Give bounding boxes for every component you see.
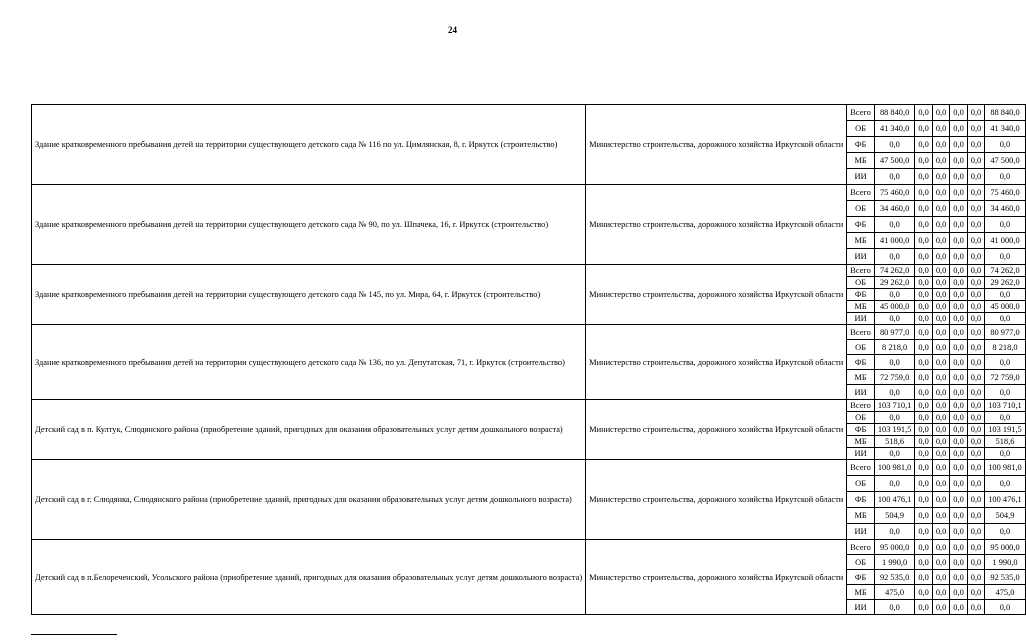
amount-cell: 0,0	[967, 301, 984, 313]
amount-cell: 0,0	[932, 385, 949, 400]
total-value-cell: 0,0	[985, 355, 1026, 370]
amount-cell: 103 191,5	[874, 424, 915, 436]
amount-cell: 0,0	[967, 460, 984, 476]
amount-cell: 0,0	[915, 249, 932, 265]
amount-cell: 0,0	[915, 508, 932, 524]
amount-cell: 0,0	[915, 370, 932, 385]
page-number: 24	[448, 25, 457, 35]
amount-cell: 0,0	[932, 508, 949, 524]
amount-cell: 0,0	[932, 217, 949, 233]
amount-cell: 475,0	[874, 585, 915, 600]
amount-cell: 0,0	[967, 385, 984, 400]
amount-cell: 0,0	[932, 476, 949, 492]
amount-cell: 45 000,0	[874, 301, 915, 313]
amount-cell: 0,0	[950, 153, 967, 169]
funding-source: ФБ	[847, 355, 875, 370]
amount-cell: 103 710,1	[874, 400, 915, 412]
amount-cell: 0,0	[932, 153, 949, 169]
funding-source: ФБ	[847, 424, 875, 436]
amount-cell: 8 218,0	[874, 340, 915, 355]
funding-source: МБ	[847, 370, 875, 385]
funding-source: ФБ	[847, 289, 875, 301]
total-value-cell: 100 476,1	[985, 492, 1026, 508]
amount-cell: 0,0	[967, 217, 984, 233]
responsible-organization: Министерство строительства, дорожного хозяйства Иркутской области	[586, 540, 847, 615]
amount-cell: 0,0	[950, 313, 967, 325]
amount-cell: 0,0	[967, 555, 984, 570]
amount-cell: 0,0	[874, 524, 915, 540]
total-value-cell: 0,0	[985, 524, 1026, 540]
total-value-cell: 0,0	[985, 217, 1026, 233]
amount-cell: 0,0	[950, 301, 967, 313]
amount-cell: 0,0	[967, 424, 984, 436]
amount-cell: 0,0	[915, 233, 932, 249]
table-row	[32, 325, 1026, 340]
funding-source: ИИ	[847, 524, 875, 540]
amount-cell: 0,0	[915, 424, 932, 436]
project-description: Здание кратковременного пребывания детей на территории существующего детского сада № 90, по ул. Шпачека, 16, г. Иркутск (строительство)	[32, 185, 586, 265]
amount-cell: 0,0	[874, 137, 915, 153]
funding-source: МБ	[847, 153, 875, 169]
amount-cell: 0,0	[967, 105, 984, 121]
project-description: Здание кратковременного пребывания детей на территории существующего детского сада № 116 по ул. Цимлянская, 8, г. Иркутск (строительство)	[32, 105, 586, 185]
table-row	[32, 265, 1026, 277]
funding-source: Всего	[847, 460, 875, 476]
amount-cell: 0,0	[932, 325, 949, 340]
amount-cell: 0,0	[967, 370, 984, 385]
amount-cell: 0,0	[874, 385, 915, 400]
total-value-cell: 74 262,0	[985, 265, 1026, 277]
responsible-organization: Министерство строительства, дорожного хозяйства Иркутской области	[586, 185, 847, 265]
amount-cell: 0,0	[932, 492, 949, 508]
amount-cell: 0,0	[915, 555, 932, 570]
table-row	[32, 185, 1026, 201]
amount-cell: 0,0	[950, 265, 967, 277]
amount-cell: 0,0	[967, 121, 984, 137]
amount-cell: 0,0	[932, 424, 949, 436]
funding-source: МБ	[847, 301, 875, 313]
amount-cell: 0,0	[950, 476, 967, 492]
funding-source: Всего	[847, 265, 875, 277]
amount-cell: 0,0	[950, 570, 967, 585]
project-description: Здание кратковременного пребывания детей на территории существующего детского сада № 145, по ул. Мира, 64, г. Иркутск (строительство)	[32, 265, 586, 325]
funding-source: МБ	[847, 436, 875, 448]
amount-cell: 0,0	[932, 277, 949, 289]
amount-cell: 0,0	[967, 400, 984, 412]
amount-cell: 0,0	[967, 265, 984, 277]
amount-cell: 0,0	[932, 185, 949, 201]
amount-cell: 0,0	[932, 137, 949, 153]
amount-cell: 0,0	[874, 169, 915, 185]
amount-cell: 0,0	[932, 524, 949, 540]
amount-cell: 0,0	[932, 460, 949, 476]
responsible-organization: Министерство строительства, дорожного хозяйства Иркутской области	[586, 325, 847, 400]
amount-cell: 0,0	[950, 585, 967, 600]
amount-cell: 504,9	[874, 508, 915, 524]
amount-cell: 0,0	[874, 313, 915, 325]
project-description: Здание кратковременного пребывания детей на территории существующего детского сада № 136, по ул. Депутатская, 71, г. Иркутск (строительство)	[32, 325, 586, 400]
amount-cell: 0,0	[967, 476, 984, 492]
amount-cell: 95 000,0	[874, 540, 915, 555]
amount-cell: 0,0	[967, 524, 984, 540]
total-value-cell: 0,0	[985, 313, 1026, 325]
table-row	[32, 540, 1026, 555]
amount-cell: 0,0	[967, 201, 984, 217]
amount-cell: 0,0	[932, 585, 949, 600]
amount-cell: 80 977,0	[874, 325, 915, 340]
amount-cell: 0,0	[967, 169, 984, 185]
amount-cell: 0,0	[915, 448, 932, 460]
amount-cell: 0,0	[932, 600, 949, 615]
funding-source: ФБ	[847, 492, 875, 508]
amount-cell: 74 262,0	[874, 265, 915, 277]
amount-cell: 0,0	[915, 340, 932, 355]
amount-cell: 100 476,1	[874, 492, 915, 508]
funding-source: ИИ	[847, 313, 875, 325]
amount-cell: 0,0	[950, 249, 967, 265]
total-value-cell: 0,0	[985, 385, 1026, 400]
total-value-cell: 8 218,0	[985, 340, 1026, 355]
funding-source: Всего	[847, 325, 875, 340]
amount-cell: 0,0	[967, 600, 984, 615]
amount-cell: 0,0	[950, 233, 967, 249]
amount-cell: 0,0	[950, 460, 967, 476]
amount-cell: 0,0	[950, 508, 967, 524]
amount-cell: 0,0	[932, 265, 949, 277]
amount-cell: 0,0	[950, 325, 967, 340]
amount-cell: 0,0	[915, 400, 932, 412]
amount-cell: 0,0	[932, 313, 949, 325]
amount-cell: 0,0	[915, 105, 932, 121]
amount-cell: 0,0	[915, 385, 932, 400]
amount-cell: 0,0	[967, 340, 984, 355]
funding-source: МБ	[847, 508, 875, 524]
amount-cell: 41 000,0	[874, 233, 915, 249]
funding-source: ОБ	[847, 340, 875, 355]
funding-source: ФБ	[847, 570, 875, 585]
amount-cell: 0,0	[950, 448, 967, 460]
amount-cell: 0,0	[915, 476, 932, 492]
amount-cell: 0,0	[874, 217, 915, 233]
amount-cell: 0,0	[932, 105, 949, 121]
amount-cell: 0,0	[932, 201, 949, 217]
amount-cell: 0,0	[915, 412, 932, 424]
amount-cell: 92 535,0	[874, 570, 915, 585]
amount-cell: 0,0	[915, 121, 932, 137]
amount-cell: 0,0	[950, 385, 967, 400]
amount-cell: 0,0	[915, 436, 932, 448]
amount-cell: 0,0	[967, 355, 984, 370]
amount-cell: 0,0	[932, 555, 949, 570]
amount-cell: 0,0	[967, 492, 984, 508]
amount-cell: 0,0	[950, 412, 967, 424]
amount-cell: 41 340,0	[874, 121, 915, 137]
amount-cell: 0,0	[915, 153, 932, 169]
total-value-cell: 518,6	[985, 436, 1026, 448]
amount-cell: 0,0	[967, 412, 984, 424]
amount-cell: 0,0	[950, 540, 967, 555]
amount-cell: 0,0	[874, 249, 915, 265]
total-value-cell: 1 990,0	[985, 555, 1026, 570]
table-row	[32, 460, 1026, 476]
total-value-cell: 72 759,0	[985, 370, 1026, 385]
amount-cell: 0,0	[932, 436, 949, 448]
amount-cell: 0,0	[874, 412, 915, 424]
amount-cell: 47 500,0	[874, 153, 915, 169]
total-value-cell: 0,0	[985, 600, 1026, 615]
amount-cell: 72 759,0	[874, 370, 915, 385]
amount-cell: 34 460,0	[874, 201, 915, 217]
amount-cell: 0,0	[932, 340, 949, 355]
amount-cell: 0,0	[874, 448, 915, 460]
amount-cell: 0,0	[874, 355, 915, 370]
funding-source: ФБ	[847, 137, 875, 153]
total-value-cell: 0,0	[985, 169, 1026, 185]
amount-cell: 88 840,0	[874, 105, 915, 121]
total-value-cell: 0,0	[985, 249, 1026, 265]
funding-source: ИИ	[847, 448, 875, 460]
amount-cell: 0,0	[950, 185, 967, 201]
responsible-organization: Министерство строительства, дорожного хозяйства Иркутской области	[586, 105, 847, 185]
amount-cell: 0,0	[915, 201, 932, 217]
total-value-cell: 34 460,0	[985, 201, 1026, 217]
amount-cell: 0,0	[967, 540, 984, 555]
amount-cell: 0,0	[915, 600, 932, 615]
amount-cell: 0,0	[967, 249, 984, 265]
funding-source: ОБ	[847, 121, 875, 137]
responsible-organization: Министерство строительства, дорожного хозяйства Иркутской области	[586, 460, 847, 540]
amount-cell: 0,0	[950, 424, 967, 436]
amount-cell: 0,0	[967, 508, 984, 524]
budget-table	[31, 104, 1026, 615]
responsible-organization: Министерство строительства, дорожного хозяйства Иркутской области	[586, 400, 847, 460]
amount-cell: 0,0	[932, 355, 949, 370]
amount-cell: 0,0	[915, 524, 932, 540]
total-value-cell: 45 000,0	[985, 301, 1026, 313]
amount-cell: 0,0	[950, 201, 967, 217]
total-value-cell: 0,0	[985, 476, 1026, 492]
amount-cell: 0,0	[950, 105, 967, 121]
funding-source: Всего	[847, 540, 875, 555]
amount-cell: 0,0	[932, 370, 949, 385]
amount-cell: 0,0	[874, 600, 915, 615]
amount-cell: 0,0	[932, 249, 949, 265]
amount-cell: 0,0	[915, 301, 932, 313]
amount-cell: 0,0	[932, 121, 949, 137]
total-value-cell: 504,9	[985, 508, 1026, 524]
amount-cell: 0,0	[967, 325, 984, 340]
funding-source: ИИ	[847, 169, 875, 185]
amount-cell: 0,0	[915, 540, 932, 555]
amount-cell: 0,0	[915, 137, 932, 153]
total-value-cell: 95 000,0	[985, 540, 1026, 555]
amount-cell: 0,0	[967, 233, 984, 249]
project-description: Детский сад в п. Култук, Слюдянского района (приобретение зданий, пригодных для оказания образовательных услуг детям дошкольного возраста)	[32, 400, 586, 460]
amount-cell: 0,0	[967, 153, 984, 169]
total-value-cell: 92 535,0	[985, 570, 1026, 585]
total-value-cell: 0,0	[985, 412, 1026, 424]
funding-source: МБ	[847, 233, 875, 249]
amount-cell: 0,0	[932, 169, 949, 185]
amount-cell: 0,0	[915, 185, 932, 201]
funding-source: Всего	[847, 105, 875, 121]
total-value-cell: 103 710,1	[985, 400, 1026, 412]
amount-cell: 0,0	[915, 289, 932, 301]
amount-cell: 0,0	[967, 137, 984, 153]
amount-cell: 0,0	[874, 289, 915, 301]
amount-cell: 0,0	[967, 185, 984, 201]
amount-cell: 0,0	[950, 277, 967, 289]
amount-cell: 0,0	[950, 436, 967, 448]
amount-cell: 0,0	[932, 289, 949, 301]
amount-cell: 0,0	[967, 277, 984, 289]
total-value-cell: 0,0	[985, 137, 1026, 153]
funding-source: ИИ	[847, 249, 875, 265]
amount-cell: 0,0	[915, 492, 932, 508]
amount-cell: 0,0	[950, 169, 967, 185]
total-value-cell: 41 340,0	[985, 121, 1026, 137]
total-value-cell: 88 840,0	[985, 105, 1026, 121]
total-value-cell: 80 977,0	[985, 325, 1026, 340]
amount-cell: 0,0	[915, 169, 932, 185]
total-value-cell: 75 460,0	[985, 185, 1026, 201]
amount-cell: 0,0	[950, 600, 967, 615]
table-row	[32, 105, 1026, 121]
funding-source: Всего	[847, 400, 875, 412]
amount-cell: 0,0	[950, 355, 967, 370]
amount-cell: 0,0	[950, 370, 967, 385]
amount-cell: 518,6	[874, 436, 915, 448]
amount-cell: 75 460,0	[874, 185, 915, 201]
amount-cell: 0,0	[915, 313, 932, 325]
funding-source: ОБ	[847, 201, 875, 217]
funding-source: Всего	[847, 185, 875, 201]
amount-cell: 0,0	[932, 570, 949, 585]
total-value-cell: 103 191,5	[985, 424, 1026, 436]
amount-cell: 0,0	[915, 325, 932, 340]
table-row	[32, 400, 1026, 412]
amount-cell: 0,0	[932, 540, 949, 555]
total-value-cell: 100 981,0	[985, 460, 1026, 476]
amount-cell: 0,0	[967, 570, 984, 585]
total-value-cell: 0,0	[985, 448, 1026, 460]
funding-source: ИИ	[847, 385, 875, 400]
amount-cell: 0,0	[874, 476, 915, 492]
amount-cell: 0,0	[967, 289, 984, 301]
funding-source: ОБ	[847, 277, 875, 289]
funding-source: ОБ	[847, 555, 875, 570]
amount-cell: 0,0	[950, 524, 967, 540]
amount-cell: 0,0	[915, 570, 932, 585]
amount-cell: 0,0	[915, 460, 932, 476]
funding-source: ФБ	[847, 217, 875, 233]
amount-cell: 0,0	[967, 313, 984, 325]
amount-cell: 0,0	[932, 412, 949, 424]
funding-source: ОБ	[847, 412, 875, 424]
amount-cell: 0,0	[915, 265, 932, 277]
amount-cell: 0,0	[950, 289, 967, 301]
total-value-cell: 0,0	[985, 289, 1026, 301]
amount-cell: 0,0	[950, 121, 967, 137]
amount-cell: 0,0	[967, 436, 984, 448]
amount-cell: 0,0	[932, 233, 949, 249]
total-value-cell: 47 500,0	[985, 153, 1026, 169]
amount-cell: 0,0	[950, 492, 967, 508]
project-description: Детский сад в п.Белореченский, Усольского района (приобретение зданий, пригодных для оказания образовательных услуг детям дошкольного возраста)	[32, 540, 586, 615]
total-value-cell: 29 262,0	[985, 277, 1026, 289]
project-description: Детский сад в г. Слюдянка, Слюдянского района (приобретение зданий, пригодных для оказания образовательных услуг детям дошкольного возраста)	[32, 460, 586, 540]
amount-cell: 0,0	[950, 400, 967, 412]
footnote-divider	[31, 634, 117, 635]
total-value-cell: 475,0	[985, 585, 1026, 600]
amount-cell: 29 262,0	[874, 277, 915, 289]
amount-cell: 0,0	[915, 217, 932, 233]
amount-cell: 0,0	[967, 585, 984, 600]
amount-cell: 0,0	[967, 448, 984, 460]
amount-cell: 0,0	[932, 400, 949, 412]
total-value-cell: 41 000,0	[985, 233, 1026, 249]
funding-source: МБ	[847, 585, 875, 600]
amount-cell: 0,0	[950, 340, 967, 355]
funding-source: ИИ	[847, 600, 875, 615]
amount-cell: 0,0	[932, 448, 949, 460]
amount-cell: 0,0	[915, 277, 932, 289]
amount-cell: 1 990,0	[874, 555, 915, 570]
amount-cell: 0,0	[915, 355, 932, 370]
amount-cell: 100 981,0	[874, 460, 915, 476]
amount-cell: 0,0	[950, 137, 967, 153]
amount-cell: 0,0	[915, 585, 932, 600]
amount-cell: 0,0	[950, 555, 967, 570]
amount-cell: 0,0	[950, 217, 967, 233]
responsible-organization: Министерство строительства, дорожного хозяйства Иркутской области	[586, 265, 847, 325]
amount-cell: 0,0	[932, 301, 949, 313]
funding-source: ОБ	[847, 476, 875, 492]
